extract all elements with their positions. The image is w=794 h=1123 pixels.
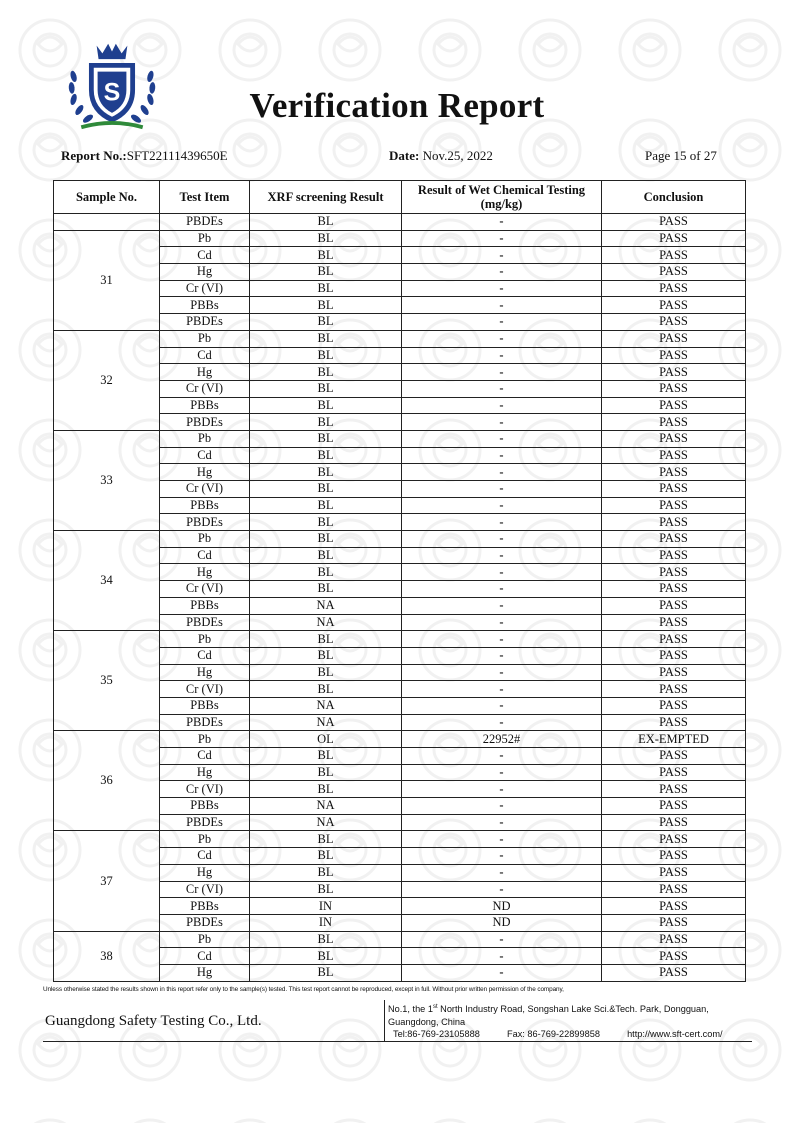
- wet-result-cell: -: [402, 531, 602, 548]
- wet-result-cell: -: [402, 380, 602, 397]
- xrf-result-cell: BL: [250, 214, 402, 231]
- xrf-result-cell: NA: [250, 614, 402, 631]
- conclusion-cell: PASS: [602, 414, 746, 431]
- conclusion-cell: PASS: [602, 631, 746, 648]
- wet-result-cell: -: [402, 814, 602, 831]
- table-row: [54, 214, 746, 231]
- wet-result-cell: -: [402, 881, 602, 898]
- xrf-result-cell: BL: [250, 447, 402, 464]
- conclusion-cell: PASS: [602, 430, 746, 447]
- xrf-result-cell: BL: [250, 230, 402, 247]
- test-item-cell: Pb: [160, 931, 250, 948]
- conclusion-cell: PASS: [602, 814, 746, 831]
- conclusion-cell: PASS: [602, 781, 746, 798]
- conclusion-cell: PASS: [602, 931, 746, 948]
- xrf-result-cell: OL: [250, 731, 402, 748]
- xrf-result-cell: BL: [250, 764, 402, 781]
- wet-result-cell: -: [402, 831, 602, 848]
- test-item-cell: PBDEs: [160, 714, 250, 731]
- test-item-cell: Hg: [160, 664, 250, 681]
- wet-result-cell: -: [402, 564, 602, 581]
- test-item-cell: Cr (VI): [160, 581, 250, 598]
- test-item-cell: PBDEs: [160, 914, 250, 931]
- xrf-result-cell: BL: [250, 631, 402, 648]
- xrf-result-cell: NA: [250, 798, 402, 815]
- test-item-cell: Cr (VI): [160, 781, 250, 798]
- footer-rule: [43, 1041, 752, 1042]
- wet-result-cell: -: [402, 764, 602, 781]
- test-item-cell: PBDEs: [160, 814, 250, 831]
- conclusion-cell: PASS: [602, 714, 746, 731]
- conclusion-cell: PASS: [602, 380, 746, 397]
- wet-result-cell: -: [402, 781, 602, 798]
- xrf-result-cell: BL: [250, 647, 402, 664]
- xrf-result-cell: BL: [250, 848, 402, 865]
- wet-result-cell: -: [402, 264, 602, 281]
- sample-number-cell: 35: [54, 631, 160, 731]
- footer-address: [388, 1001, 758, 1029]
- wet-result-cell: -: [402, 330, 602, 347]
- wet-result-cell: -: [402, 514, 602, 531]
- wet-result-cell: -: [402, 430, 602, 447]
- conclusion-cell: PASS: [602, 681, 746, 698]
- conclusion-cell: PASS: [602, 264, 746, 281]
- wet-result-cell: -: [402, 397, 602, 414]
- table-row: [54, 831, 746, 848]
- wet-result-cell: -: [402, 547, 602, 564]
- xrf-result-cell: BL: [250, 881, 402, 898]
- wet-result-cell: -: [402, 481, 602, 498]
- test-item-cell: PBBs: [160, 898, 250, 915]
- conclusion-cell: PASS: [602, 314, 746, 331]
- table-header-row: [54, 181, 746, 214]
- test-item-cell: Hg: [160, 764, 250, 781]
- sample-number-cell: 37: [54, 831, 160, 931]
- wet-result-cell: -: [402, 214, 602, 231]
- conclusion-cell: PASS: [602, 764, 746, 781]
- report-number-value: SFT22111439650E: [126, 148, 228, 163]
- conclusion-cell: PASS: [602, 364, 746, 381]
- wet-result-cell: -: [402, 347, 602, 364]
- test-item-cell: PBBs: [160, 597, 250, 614]
- test-item-cell: Hg: [160, 864, 250, 881]
- wet-result-cell: -: [402, 964, 602, 981]
- xrf-result-cell: BL: [250, 547, 402, 564]
- wet-result-cell: -: [402, 931, 602, 948]
- conclusion-cell: PASS: [602, 347, 746, 364]
- xrf-result-cell: BL: [250, 380, 402, 397]
- xrf-result-cell: BL: [250, 531, 402, 548]
- header-wet-line1: Result of Wet Chemical Testing: [417, 183, 586, 197]
- test-item-cell: Cd: [160, 247, 250, 264]
- wet-result-cell: -: [402, 230, 602, 247]
- xrf-result-cell: BL: [250, 397, 402, 414]
- test-item-cell: Hg: [160, 464, 250, 481]
- test-item-cell: Pb: [160, 330, 250, 347]
- wet-result-cell: -: [402, 681, 602, 698]
- xrf-result-cell: BL: [250, 748, 402, 765]
- table-body: [54, 214, 746, 982]
- xrf-result-cell: NA: [250, 814, 402, 831]
- wet-result-cell: -: [402, 697, 602, 714]
- conclusion-cell: PASS: [602, 597, 746, 614]
- xrf-result-cell: BL: [250, 781, 402, 798]
- conclusion-cell: PASS: [602, 748, 746, 765]
- sample-number-cell: [54, 214, 160, 231]
- conclusion-cell: PASS: [602, 864, 746, 881]
- wet-result-cell: -: [402, 647, 602, 664]
- conclusion-cell: PASS: [602, 481, 746, 498]
- conclusion-cell: PASS: [602, 664, 746, 681]
- xrf-result-cell: BL: [250, 664, 402, 681]
- xrf-result-cell: BL: [250, 330, 402, 347]
- test-item-cell: PBBs: [160, 697, 250, 714]
- test-item-cell: Cd: [160, 848, 250, 865]
- test-item-cell: Pb: [160, 731, 250, 748]
- test-item-cell: Pb: [160, 230, 250, 247]
- test-item-cell: Cd: [160, 647, 250, 664]
- address-part1: No.1, the 1: [388, 1004, 433, 1015]
- conclusion-cell: PASS: [602, 798, 746, 815]
- conclusion-cell: EX-EMPTED: [602, 731, 746, 748]
- sample-number-cell: 38: [54, 931, 160, 981]
- test-item-cell: PBDEs: [160, 314, 250, 331]
- xrf-result-cell: BL: [250, 430, 402, 447]
- report-number: [61, 148, 228, 164]
- wet-result-cell: -: [402, 497, 602, 514]
- wet-result-cell: -: [402, 297, 602, 314]
- test-item-cell: Pb: [160, 631, 250, 648]
- table-row: [54, 531, 746, 548]
- results-table: [53, 180, 746, 982]
- wet-result-cell: -: [402, 414, 602, 431]
- wet-result-cell: -: [402, 247, 602, 264]
- header-sample-no: Sample No.: [54, 181, 160, 214]
- xrf-result-cell: BL: [250, 464, 402, 481]
- xrf-result-cell: NA: [250, 597, 402, 614]
- xrf-result-cell: NA: [250, 697, 402, 714]
- conclusion-cell: PASS: [602, 531, 746, 548]
- xrf-result-cell: BL: [250, 564, 402, 581]
- footer-fax: Fax: 86-769-22899858: [506, 1029, 600, 1039]
- table-row: [54, 631, 746, 648]
- wet-result-cell: -: [402, 864, 602, 881]
- conclusion-cell: PASS: [602, 280, 746, 297]
- test-item-cell: PBDEs: [160, 514, 250, 531]
- xrf-result-cell: BL: [250, 581, 402, 598]
- page-number: Page 15 of 27: [645, 148, 717, 163]
- wet-result-cell: -: [402, 614, 602, 631]
- footer-website: http://www.sft-cert.com/: [627, 1029, 723, 1039]
- report-date-label: Date:: [389, 148, 420, 163]
- conclusion-cell: PASS: [602, 247, 746, 264]
- xrf-result-cell: BL: [250, 864, 402, 881]
- test-item-cell: Hg: [160, 564, 250, 581]
- sample-number-cell: 36: [54, 731, 160, 831]
- xrf-result-cell: NA: [250, 714, 402, 731]
- conclusion-cell: PASS: [602, 447, 746, 464]
- conclusion-cell: PASS: [602, 330, 746, 347]
- conclusion-cell: PASS: [602, 647, 746, 664]
- conclusion-cell: PASS: [602, 514, 746, 531]
- conclusion-cell: PASS: [602, 964, 746, 981]
- wet-result-cell: -: [402, 597, 602, 614]
- test-item-cell: Cd: [160, 547, 250, 564]
- test-item-cell: PBDEs: [160, 614, 250, 631]
- wet-result-cell: ND: [402, 898, 602, 915]
- conclusion-cell: PASS: [602, 214, 746, 231]
- test-item-cell: Cr (VI): [160, 481, 250, 498]
- header-wet-line2: (mg/kg): [480, 197, 523, 211]
- conclusion-cell: PASS: [602, 581, 746, 598]
- xrf-result-cell: BL: [250, 831, 402, 848]
- wet-result-cell: -: [402, 848, 602, 865]
- sample-number-cell: 33: [54, 430, 160, 530]
- test-item-cell: Cd: [160, 347, 250, 364]
- wet-result-cell: -: [402, 664, 602, 681]
- header-wet-chemical: [402, 181, 602, 214]
- header-test-item: Test Item: [160, 181, 250, 214]
- conclusion-cell: PASS: [602, 914, 746, 931]
- wet-result-cell: -: [402, 364, 602, 381]
- conclusion-cell: PASS: [602, 547, 746, 564]
- wet-result-cell: -: [402, 948, 602, 965]
- xrf-result-cell: BL: [250, 414, 402, 431]
- conclusion-cell: PASS: [602, 230, 746, 247]
- xrf-result-cell: BL: [250, 364, 402, 381]
- conclusion-cell: PASS: [602, 614, 746, 631]
- address-part2: North Industry Road, Songshan Lake Sci.&Tech. Park, Dongguan, Guangdong, China: [388, 1004, 709, 1028]
- footer-company: Guangdong Safety Testing Co., Ltd.: [45, 1013, 262, 1029]
- table-row: [54, 230, 746, 247]
- wet-result-cell: -: [402, 447, 602, 464]
- footer-contact: [393, 1029, 723, 1039]
- footer-disclaimer: Unless otherwise stated the results shown in this report refer only to the sample(s) tested. This test report cannot be reproduced, except in full. Without prior written permission of the company,: [43, 986, 564, 993]
- report-date-value: Nov.25, 2022: [422, 148, 493, 163]
- test-item-cell: Pb: [160, 430, 250, 447]
- conclusion-cell: PASS: [602, 464, 746, 481]
- conclusion-cell: PASS: [602, 397, 746, 414]
- test-item-cell: PBDEs: [160, 214, 250, 231]
- wet-result-cell: -: [402, 748, 602, 765]
- xrf-result-cell: BL: [250, 347, 402, 364]
- xrf-result-cell: BL: [250, 948, 402, 965]
- wet-result-cell: -: [402, 631, 602, 648]
- header-conclusion: Conclusion: [602, 181, 746, 214]
- xrf-result-cell: BL: [250, 280, 402, 297]
- test-item-cell: PBBs: [160, 798, 250, 815]
- conclusion-cell: PASS: [602, 564, 746, 581]
- test-item-cell: PBBs: [160, 297, 250, 314]
- sample-number-cell: 34: [54, 531, 160, 631]
- svg-text:S: S: [103, 78, 121, 107]
- wet-result-cell: -: [402, 464, 602, 481]
- footer-tel: Tel:86-769-23105888: [393, 1029, 480, 1039]
- test-item-cell: Cd: [160, 748, 250, 765]
- conclusion-cell: PASS: [602, 297, 746, 314]
- wet-result-cell: -: [402, 581, 602, 598]
- test-item-cell: Cr (VI): [160, 280, 250, 297]
- sample-number-cell: 32: [54, 330, 160, 430]
- test-item-cell: PBDEs: [160, 414, 250, 431]
- report-title: Verification Report: [249, 86, 545, 125]
- xrf-result-cell: BL: [250, 964, 402, 981]
- table-row: [54, 430, 746, 447]
- test-item-cell: Cd: [160, 447, 250, 464]
- xrf-result-cell: IN: [250, 914, 402, 931]
- test-item-cell: Pb: [160, 531, 250, 548]
- xrf-result-cell: BL: [250, 681, 402, 698]
- report-date: [389, 148, 493, 164]
- wet-result-cell: 22952#: [402, 731, 602, 748]
- test-item-cell: Hg: [160, 364, 250, 381]
- wet-result-cell: -: [402, 314, 602, 331]
- test-item-cell: Pb: [160, 831, 250, 848]
- conclusion-cell: PASS: [602, 697, 746, 714]
- conclusion-cell: PASS: [602, 497, 746, 514]
- xrf-result-cell: BL: [250, 247, 402, 264]
- header-xrf: XRF screening Result: [250, 181, 402, 214]
- wet-result-cell: ND: [402, 914, 602, 931]
- xrf-result-cell: BL: [250, 264, 402, 281]
- sample-number-cell: 31: [54, 230, 160, 330]
- conclusion-cell: PASS: [602, 898, 746, 915]
- address-sup: st: [432, 1004, 438, 1010]
- test-item-cell: Cr (VI): [160, 681, 250, 698]
- xrf-result-cell: BL: [250, 297, 402, 314]
- conclusion-cell: PASS: [602, 848, 746, 865]
- table-row: [54, 330, 746, 347]
- test-item-cell: Hg: [160, 264, 250, 281]
- test-item-cell: PBBs: [160, 397, 250, 414]
- test-item-cell: Cr (VI): [160, 881, 250, 898]
- xrf-result-cell: BL: [250, 497, 402, 514]
- footer-divider: [384, 1000, 385, 1041]
- report-number-label: Report No.:: [61, 148, 127, 163]
- table-row: [54, 931, 746, 948]
- xrf-result-cell: BL: [250, 514, 402, 531]
- test-item-cell: Cd: [160, 948, 250, 965]
- xrf-result-cell: BL: [250, 931, 402, 948]
- test-item-cell: Cr (VI): [160, 380, 250, 397]
- conclusion-cell: PASS: [602, 948, 746, 965]
- conclusion-cell: PASS: [602, 831, 746, 848]
- xrf-result-cell: BL: [250, 314, 402, 331]
- wet-result-cell: -: [402, 280, 602, 297]
- test-item-cell: PBBs: [160, 497, 250, 514]
- xrf-result-cell: BL: [250, 481, 402, 498]
- test-item-cell: Hg: [160, 964, 250, 981]
- table-row: [54, 731, 746, 748]
- xrf-result-cell: IN: [250, 898, 402, 915]
- wet-result-cell: -: [402, 798, 602, 815]
- conclusion-cell: PASS: [602, 881, 746, 898]
- wet-result-cell: -: [402, 714, 602, 731]
